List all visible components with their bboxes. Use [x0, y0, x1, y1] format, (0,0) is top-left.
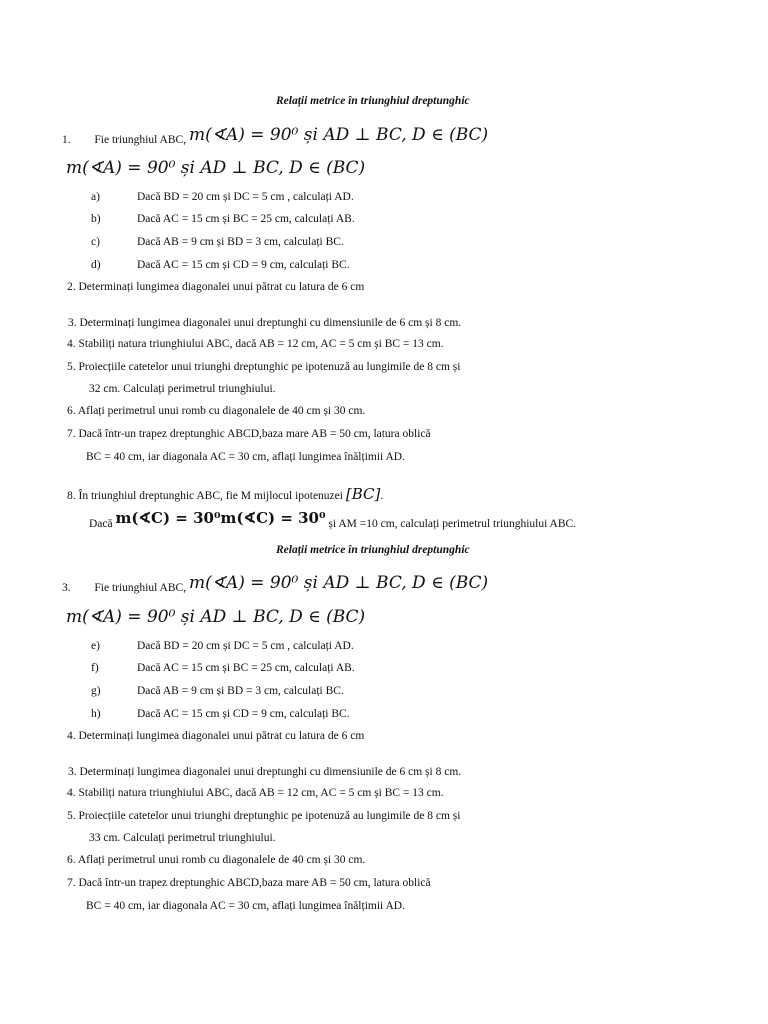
- subitem: d) Dacă AC = 15 cm și CD = 9 cm, calculați BC.: [91, 259, 350, 271]
- problem: 5. Proiecțiile catetelor unui triunghi dreptunghic pe ipotenuză au lungimile de 8 cm și: [67, 810, 461, 822]
- problem: 4. Determinați lungimea diagonalei unui pătrat cu latura de 6 cm: [67, 730, 365, 742]
- problem-text: Fie triunghiul ABC,: [94, 582, 187, 594]
- subitem: a) Dacă BD = 20 cm și DC = 5 cm , calculați AD.: [91, 191, 354, 203]
- problem-text: Fie triunghiul ABC,: [94, 134, 187, 146]
- problem-3-intro: [62, 573, 489, 596]
- problem-text: Dacă: [89, 518, 113, 530]
- problem-text: și AM =10 cm, calculați perimetrul triunghiului ABC.: [328, 518, 577, 530]
- problem-number: 3.: [62, 582, 71, 594]
- math-formula-line: m(∢A) = 90⁰ și AD ⊥ BC, D ∈ (BC): [66, 158, 366, 178]
- subitem: f) Dacă AC = 15 cm și BC = 25 cm, calculați AB.: [91, 662, 355, 674]
- problem-1-intro: [62, 125, 489, 148]
- problem: 7. Dacă într-un trapez dreptunghic ABCD,baza mare AB = 50 cm, latura oblică: [67, 428, 431, 440]
- problem-8-condition: [89, 509, 577, 532]
- problem: 3. Determinați lungimea diagonalei unui dreptunghi cu dimensiunile de 6 cm și 8 cm.: [68, 766, 462, 778]
- problem: 7. Dacă într-un trapez dreptunghic ABCD,baza mare AB = 50 cm, latura oblică: [67, 877, 431, 889]
- problem: 6. Aflați perimetrul unui romb cu diagonalele de 40 cm și 30 cm.: [67, 854, 366, 866]
- subitem: b) Dacă AC = 15 cm și BC = 25 cm, calculați AB.: [91, 213, 355, 225]
- problem: 6. Aflați perimetrul unui romb cu diagonalele de 40 cm și 30 cm.: [67, 405, 366, 417]
- problem-text: 8. În triunghiul dreptunghic ABC, fie M mijlocul ipotenuzei: [67, 490, 343, 502]
- problem-continuation: BC = 40 cm, iar diagonala AC = 30 cm, aflați lungimea înălțimii AD.: [86, 900, 405, 912]
- math-formula-line: m(∢A) = 90⁰ și AD ⊥ BC, D ∈ (BC): [66, 607, 366, 627]
- problem-number: 1.: [62, 134, 71, 146]
- math-formula: m(∢A) = 90⁰ și AD ⊥ BC, D ∈ (BC): [188, 573, 489, 593]
- problem: 5. Proiecțiile catetelor unui triunghi dreptunghic pe ipotenuză au lungimile de 8 cm și: [67, 361, 461, 373]
- problem-continuation: BC = 40 cm, iar diagonala AC = 30 cm, aflați lungimea înălțimii AD.: [86, 451, 405, 463]
- problem-continuation: 33 cm. Calculați perimetrul triunghiului.: [89, 832, 276, 844]
- problem-continuation: 32 cm. Calculați perimetrul triunghiului.: [89, 383, 276, 395]
- problem: 2. Determinați lungimea diagonalei unui pătrat cu latura de 6 cm: [67, 281, 365, 293]
- subitem: e) Dacă BD = 20 cm și DC = 5 cm , calculați AD.: [91, 640, 354, 652]
- problem: 4. Stabiliți natura triunghiului ABC, dacă AB = 12 cm, AC = 5 cm și BC = 13 cm.: [67, 787, 444, 799]
- problem-8: 8. În triunghiul dreptunghic ABC, fie M mijlocul ipotenuzei [BC].: [67, 485, 384, 503]
- subitem: c) Dacă AB = 9 cm și BD = 3 cm, calculați BC.: [91, 236, 344, 248]
- math-segment: [BC]: [345, 485, 381, 503]
- problem: 4. Stabiliți natura triunghiului ABC, dacă AB = 12 cm, AC = 5 cm și BC = 13 cm.: [67, 338, 444, 350]
- subitem: g) Dacă AB = 9 cm și BD = 3 cm, calculați BC.: [91, 685, 344, 697]
- section-title: Relații metrice în triunghiul dreptunghic: [276, 95, 470, 107]
- section-title: Relații metrice în triunghiul dreptunghic: [276, 544, 470, 556]
- math-formula: m(∢A) = 90⁰ și AD ⊥ BC, D ∈ (BC): [188, 125, 489, 145]
- subitem: h) Dacă AC = 15 cm și CD = 9 cm, calculați BC.: [91, 708, 350, 720]
- problem: 3. Determinați lungimea diagonalei unui dreptunghi cu dimensiunile de 6 cm și 8 cm.: [68, 317, 462, 329]
- math-formula: m(∢C) = 3𝟎⁰m(∢C) = 3𝟎⁰: [115, 509, 326, 527]
